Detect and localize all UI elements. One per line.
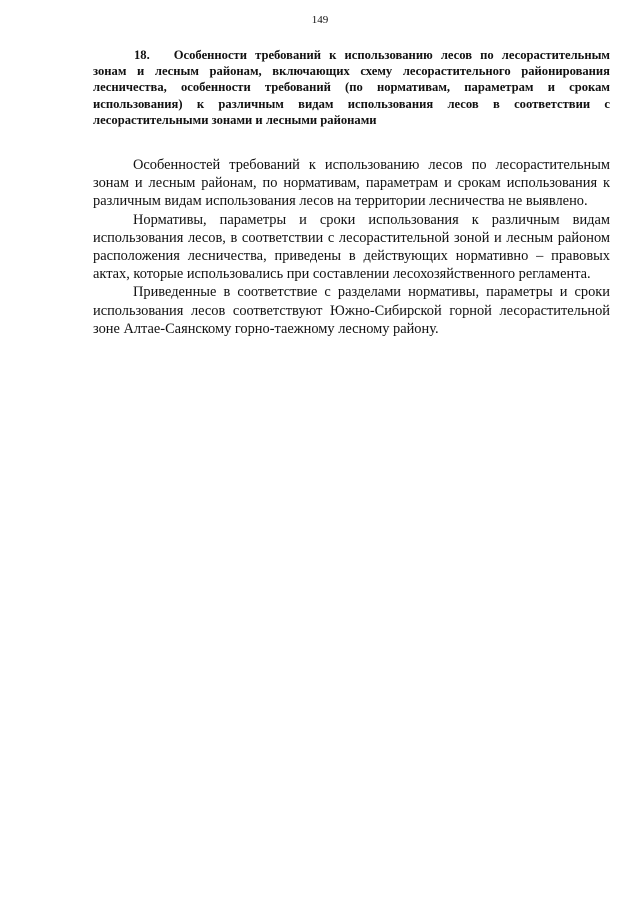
section-title: Особенности требований к использованию лесов по лесорастительным зонам и лесным районам, включающих схему лесорастительного районирования лесничества, особенности требований (по нормативам, параметрам и срокам использования) к различным видам использования лесов в соответствии с лесорастительными зонами и лесными районами — [93, 48, 610, 127]
section-number: 18. — [134, 48, 150, 62]
document-body — [93, 47, 610, 338]
section-body — [93, 156, 610, 338]
paragraph: Приведенные в соответствие с разделами нормативы, параметры и сроки использования лесов соответствуют Южно-Сибирской горной лесорастительной зоне Алтае-Саянскому горно-таежному лесному району. — [93, 284, 610, 337]
section-heading — [93, 47, 610, 128]
paragraph: Нормативы, параметры и сроки использования к различным видам использования лесов, в соответствии с лесорастительной зоной и лесным районом расположения лесничества, приведены в действующих нормативно – правовых актах, которые использовались при составлении лесохозяйственного регламента. — [93, 211, 610, 283]
page-number: 149 — [311, 14, 329, 26]
paragraph: Особенностей требований к использованию лесов по лесорастительным зонам и лесным районам, по нормативам, параметрам и срокам использования к различным видам использования лесов на территории лесничества не выявлено. — [93, 157, 610, 210]
